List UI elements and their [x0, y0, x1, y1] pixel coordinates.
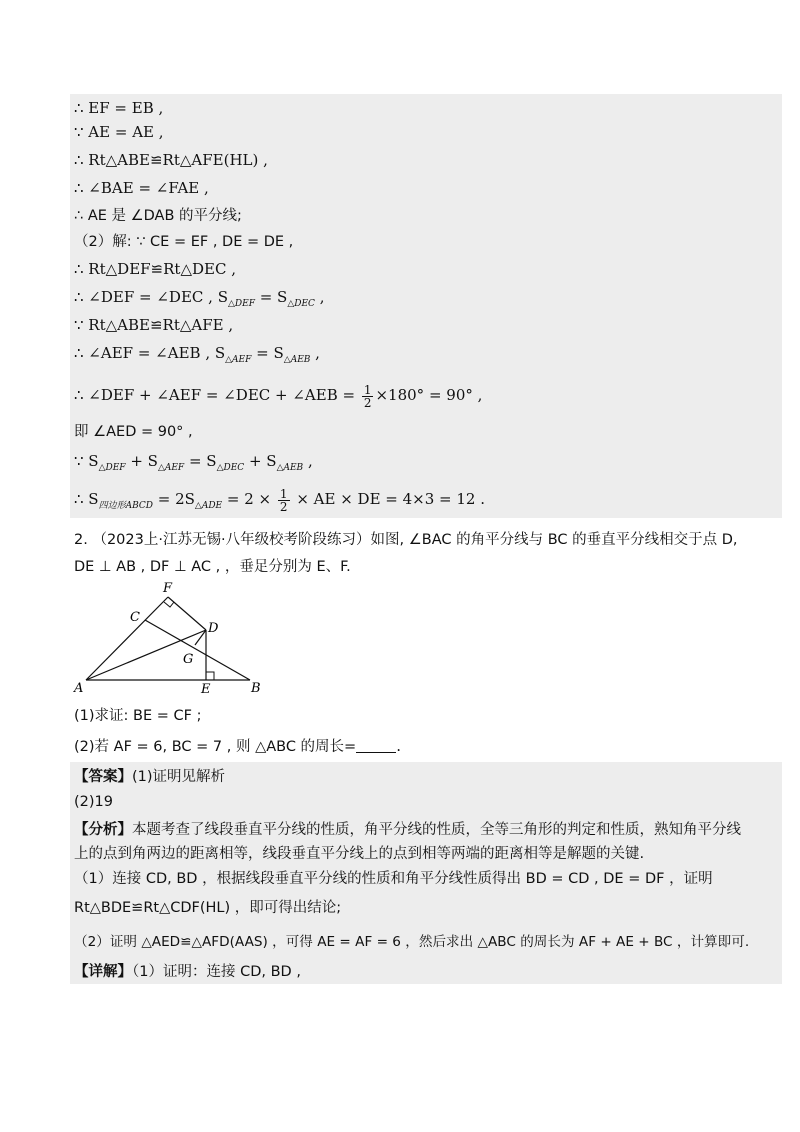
label-A: A	[74, 681, 84, 696]
solution-text: = S	[251, 344, 284, 362]
question-text: (2)若 AF = 6, BC = 7 , 则 △ABC 的周长=	[74, 739, 357, 755]
analysis-step-2	[74, 930, 749, 952]
solution-line-10	[74, 342, 320, 364]
solution-text: ∵ Rt△ABE≌Rt△AFE ,	[74, 316, 234, 334]
geometry-figure	[66, 578, 276, 698]
solution-line-2	[74, 121, 164, 143]
solution-line-11	[74, 380, 482, 410]
solution-text: ,	[303, 452, 313, 470]
problem2-line2	[74, 555, 351, 577]
subscript: △AEB	[276, 463, 304, 473]
question-2	[74, 735, 401, 757]
question-1	[74, 704, 201, 726]
solution-text: ∴ Rt△ABE≌Rt△AFE(HL) ,	[74, 151, 268, 169]
label-D: D	[208, 621, 219, 636]
answer-text: (2)19	[74, 794, 113, 810]
solution-text: ×180° = 90° ,	[375, 386, 483, 404]
analysis-tag: 【分析】	[74, 822, 132, 838]
analysis-text: （2）证明 △AED≌△AFD(AAS) ，可得 AE = AF = 6 ，然后求出 △ABC 的周长为 AF + AE + BC ，计算即可.	[74, 934, 750, 950]
analysis-line-1	[74, 818, 741, 840]
solution-text: = S	[254, 288, 288, 306]
fraction-numerator: 1	[279, 486, 288, 501]
detail-text: （1）证明：连接 CD, BD ,	[132, 964, 301, 980]
detail-tag: 【详解】	[74, 964, 132, 980]
answer-blank	[356, 738, 396, 753]
solution-line-4	[74, 177, 209, 199]
solution-text: ∴ EF = EB ,	[74, 99, 164, 117]
solution-text: ∴ Rt△DEF≌Rt△DEC ,	[74, 260, 236, 278]
subscript: △AEF	[157, 463, 185, 473]
problem-text: DE ⊥ AB , DF ⊥ AC , ，垂足分别为 E、F.	[74, 559, 351, 575]
problem2-header	[74, 528, 738, 550]
label-E: E	[201, 682, 211, 697]
solution-text: ∴ ∠AEF = ∠AEB , S	[74, 344, 226, 362]
segment-AF	[86, 597, 168, 680]
solution-text: ∴ S	[74, 490, 99, 508]
analysis-text: 上的点到角两边的距离相等，线段垂直平分线上的点到相等两端的距离相等是解题的关键.	[74, 846, 645, 862]
solution-text: ∵ AE = AE ,	[74, 123, 164, 141]
label-F: F	[163, 581, 173, 596]
solution-text: = 2 ×	[222, 490, 276, 508]
subscript: △DEF	[98, 463, 126, 473]
detail-line-1	[74, 960, 301, 982]
label-C: C	[130, 610, 140, 625]
question-text: .	[396, 737, 401, 755]
answer-line-2	[74, 790, 113, 812]
solution-text: = S	[184, 452, 217, 470]
solution-line-1	[74, 97, 163, 119]
analysis-step-1b	[74, 896, 341, 918]
label-B: B	[251, 681, 261, 696]
subscript: △AEB	[283, 355, 311, 365]
subscript: △DEC	[287, 299, 315, 309]
subscript: △AEF	[225, 355, 252, 365]
analysis-text: Rt△BDE≌Rt△CDF(HL) ，即可得出结论;	[74, 900, 342, 916]
solution-text: ∴ AE 是 ∠DAB 的平分线;	[74, 208, 242, 224]
answer-text: (1)证明见解析	[132, 769, 226, 785]
solution-text: ∴ ∠DEF + ∠AEF = ∠DEC + ∠AEB =	[74, 386, 360, 404]
solution-line-7	[74, 258, 236, 280]
answer-line-1	[74, 765, 225, 787]
fraction-numerator: 1	[363, 382, 372, 397]
subscript: 四边形ABCD	[98, 501, 153, 511]
solution-line-3	[74, 149, 268, 171]
solution-text: ∵ S	[74, 452, 99, 470]
analysis-text: 本题考查了线段垂直平分线的性质，角平分线的性质，全等三角形的判定和性质，熟知角平分线	[132, 822, 741, 838]
solution-text: ,	[310, 344, 320, 362]
solution-text: = 2S	[152, 490, 195, 508]
solution-line-6	[74, 230, 293, 252]
subscript: △ADE	[194, 501, 223, 511]
solution-text: + S	[125, 452, 158, 470]
solution-line-5	[74, 204, 242, 226]
solution-text: （2）解: ∵ CE = EF , DE = DE ,	[74, 234, 294, 250]
label-G: G	[183, 652, 194, 667]
analysis-text: （1）连接 CD, BD ，根据线段垂直平分线的性质和角平分线性质得出 BD = CD , DE = DF ，证明	[74, 871, 713, 887]
fraction-half	[278, 488, 290, 513]
fraction-half	[362, 384, 374, 409]
segment-CB	[145, 620, 250, 680]
analysis-line-2	[74, 842, 644, 864]
solution-line-12	[74, 420, 193, 442]
solution-text: ∴ ∠DEF = ∠DEC , S	[74, 288, 228, 306]
answer-tag: 【答案】	[74, 769, 132, 785]
subscript: △DEC	[216, 463, 245, 473]
fraction-denominator: 2	[279, 499, 288, 514]
right-angle-mark-E	[206, 672, 214, 680]
solution-text: 即 ∠AED = 90° ,	[74, 424, 193, 440]
solution-text: × AE × DE = 4×3 = 12 .	[291, 490, 486, 508]
right-angle-mark-F	[164, 602, 174, 607]
solution-line-14	[74, 484, 485, 514]
problem-text: 2. （2023上·江苏无锡·八年级校考阶段练习）如图, ∠BAC 的角平分线与 BC 的垂直平分线相交于点 D,	[74, 532, 738, 548]
solution-line-9	[74, 314, 233, 336]
subscript: △DEF	[227, 299, 255, 309]
solution-text: ,	[314, 288, 325, 306]
question-text: (1)求证: BE = CF ;	[74, 708, 202, 724]
solution-line-13	[74, 450, 313, 472]
solution-text: + S	[244, 452, 277, 470]
solution-text: ∴ ∠BAE = ∠FAE ,	[74, 179, 209, 197]
analysis-step-1a	[74, 867, 713, 889]
fraction-denominator: 2	[363, 395, 372, 410]
solution-line-8	[74, 286, 324, 308]
